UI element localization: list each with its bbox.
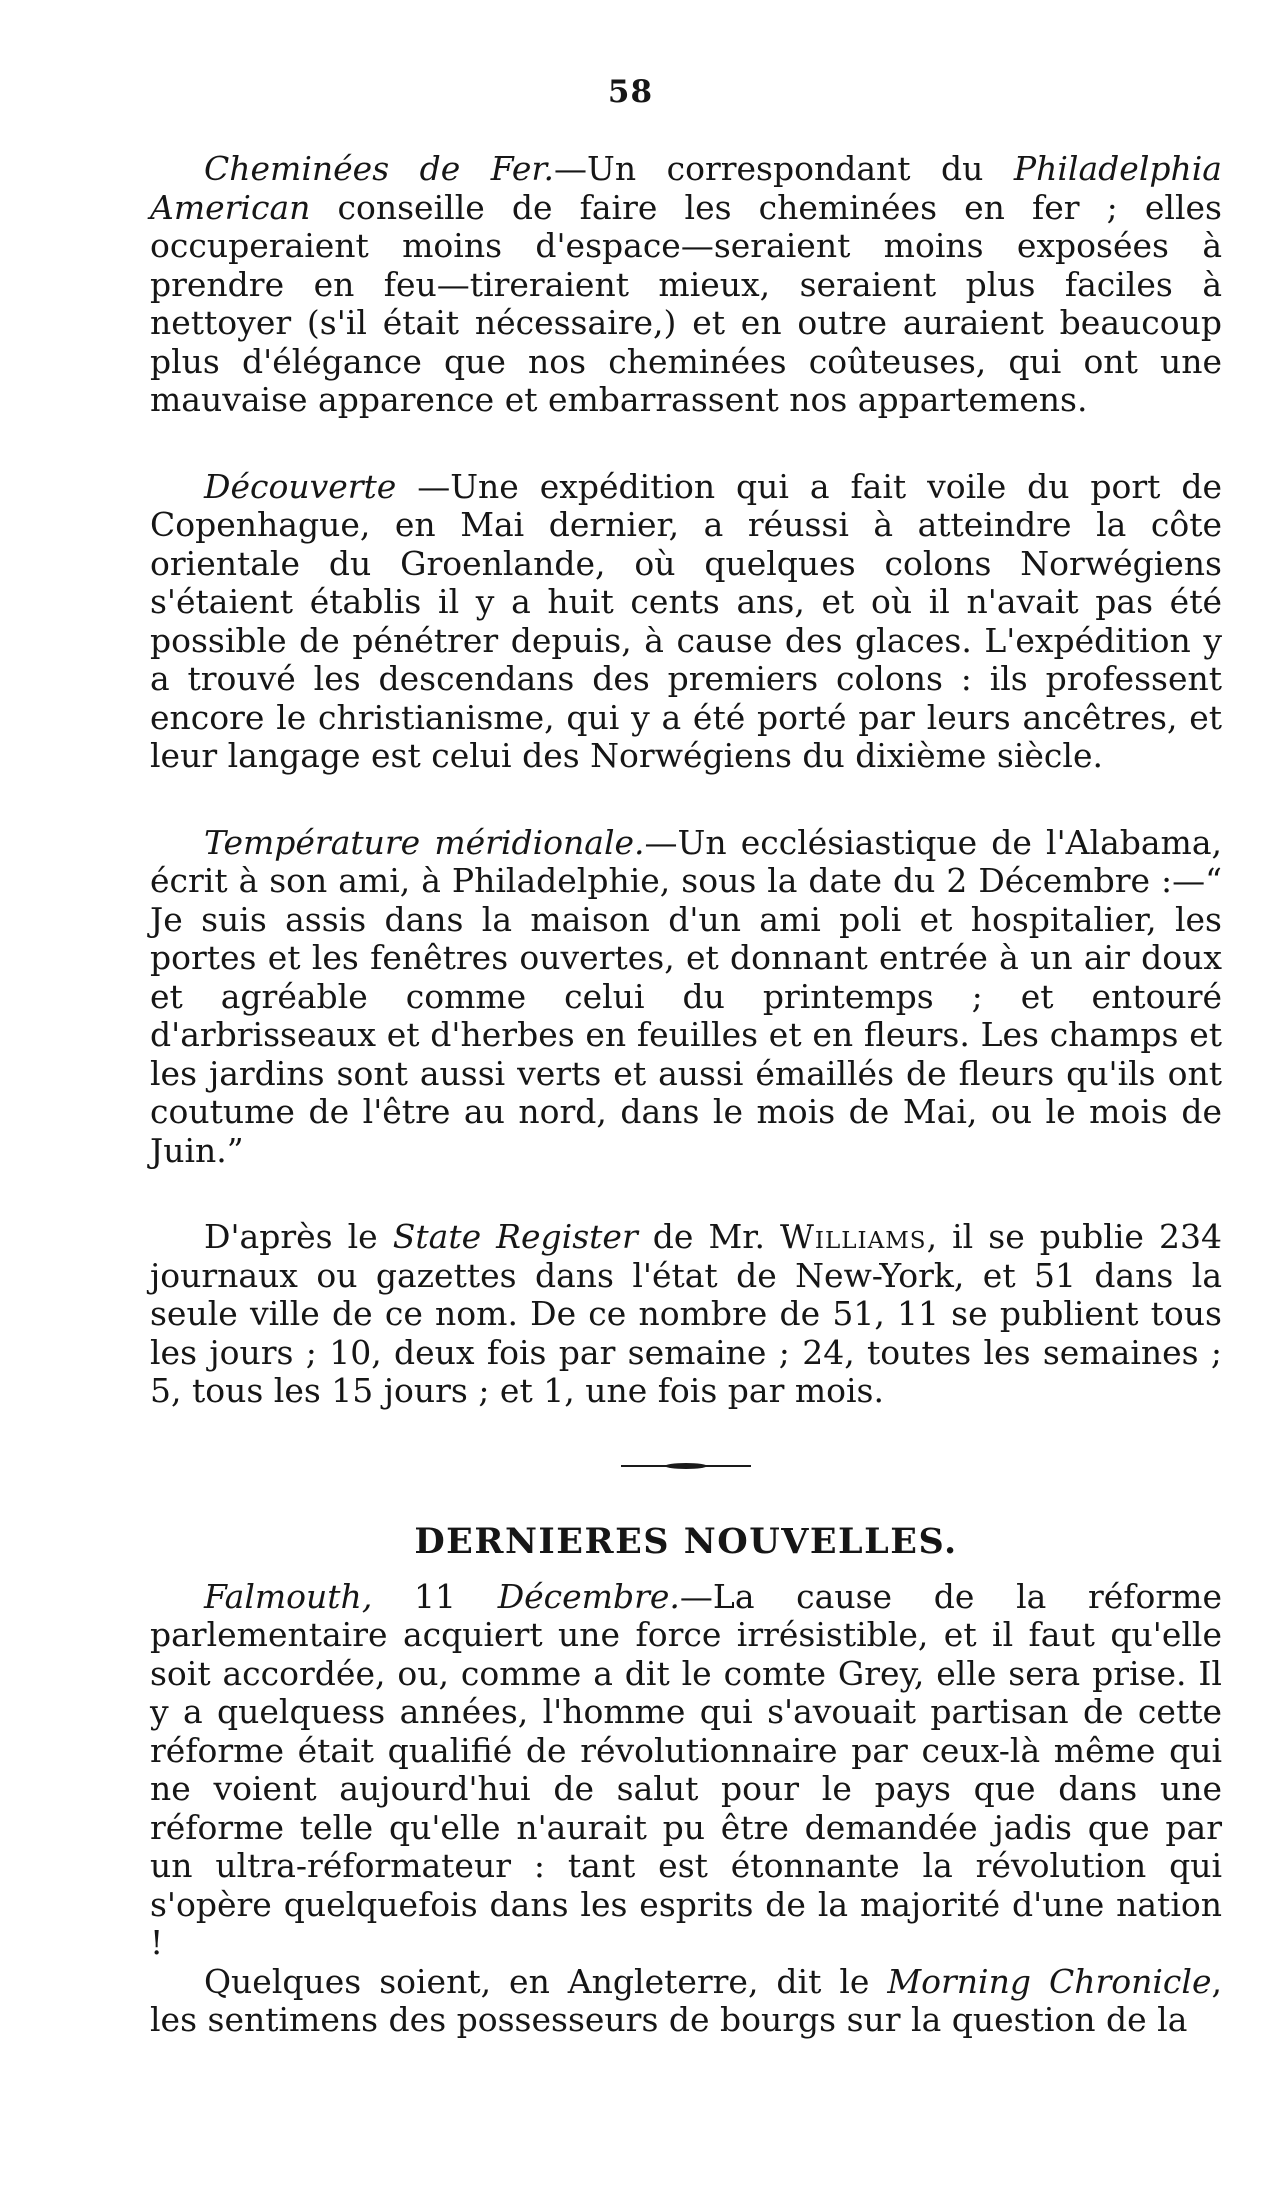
paragraph-text: conseille de faire les cheminées en fer ; elles occuperaient moins d'espace—seraient moins exposées à prendre en feu—tireraient mieux, seraient plus faciles à nettoyer (s'il était nécessaire,) et en outre auraient beaucoup plus d'élégance que nos cheminées coûteuses, qui ont une mauvaise apparence et embarrassent nos appartemens.: [150, 187, 1222, 419]
paragraph-lead-title: Découverte: [204, 466, 397, 506]
section-divider: [621, 1463, 751, 1469]
section-heading: DERNIERES NOUVELLES.: [414, 1520, 958, 1562]
dateline-place: Falmouth,: [204, 1576, 373, 1616]
paragraph-cheminees: [150, 150, 1222, 420]
paragraph-text: —La cause de la réforme parlementaire acquiert une force irrésistible, et il faut qu'elle soit accordée, ou, comme a dit le comte Grey, elle sera prise. Il y a quelquess années, l'homme qui s'avouait partisan de cette réforme était qualifié de révolutionnaire par ceux-là même qui ne voient aujourd'hui de salut pour le pays que dans une réforme telle qu'elle n'aurait pu être demandée jadis que par un ultra-réformateur : tant est étonnante la révolution qui s'opère quelquefois dans les esprits de la majorité d'une nation !: [150, 1576, 1222, 1962]
paragraph-text: de Mr.: [637, 1217, 780, 1256]
paragraph-text: —Une expédition qui a fait voile du port de Copenhague, en Mai dernier, a réussi à atteindre la côte orientale du Groenlande, où quelques colons Norwégiens s'étaient établis il y a huit cents ans, et où il n'avait pas été possible de pénétrer depuis, à cause des glaces. L'expédition y a trouvé les descendans des premiers colons : ils professent encore le christianisme, qui y a été porté par leurs ancêtres, et leur langage est celui des Norwégiens du dixième siècle.: [150, 466, 1222, 775]
paragraph-text: Quelques soient, en Angleterre, dit le: [204, 1961, 888, 2001]
paragraph-journaux: [150, 1218, 1222, 1411]
paragraph-text: —Un correspondant du: [554, 149, 1014, 188]
paragraph-text: D'après le: [204, 1217, 393, 1256]
page-number: 58: [607, 74, 654, 110]
register-name: State Register: [392, 1217, 638, 1256]
paragraph-text: , il se publie 234 journaux ou gazettes dans l'état de New-York, et 51 dans la seule ville de ce nom. De ce nombre de 51, 11 se publient tous les jours ; 10, deux fois par semaine ; 24, toutes les semaines ; 5, tous les 15 jours ; et 1, une fois par mois.: [150, 1217, 1222, 1410]
newspaper-name: Morning Chronicle: [887, 1961, 1212, 2001]
paragraph-lead-title: Température méridionale.: [204, 822, 645, 862]
paragraph-falmouth: [150, 1578, 1222, 1963]
person-name: Williams: [780, 1217, 927, 1256]
paragraph-temperature: [150, 824, 1222, 1171]
paragraph-lead-title: Cheminées de Fer.: [204, 149, 555, 188]
paragraph-text: —Un ecclésiastique de l'Alabama, écrit à son ami, à Philadelphie, sous la date du 2 Décembre :—“ Je suis assis dans la maison d'un ami poli et hospitalier, les portes et les fenêtres ouvertes, et donnant entrée à un air doux et agréable comme celui du printemps ; et entouré d'arbrisseaux et d'herbes en feuilles et en fleurs. Les champs et les jardins sont aussi verts et aussi émaillés de fleurs qu'ils ont coutume de l'être au nord, dans le mois de Mai, ou le mois de Juin.”: [150, 822, 1222, 1170]
paragraph-quelques: [150, 1963, 1222, 2040]
paragraph-text: 11: [372, 1576, 498, 1616]
newspaper-name: Philadelphia American: [150, 149, 1222, 227]
dateline-date: Décembre.: [497, 1576, 680, 1616]
text-column: [150, 150, 1222, 2040]
paragraph-decouverte: [150, 468, 1222, 776]
paragraph-text: , les sentimens des possesseurs de bourgs sur la question de la: [150, 1961, 1222, 2039]
